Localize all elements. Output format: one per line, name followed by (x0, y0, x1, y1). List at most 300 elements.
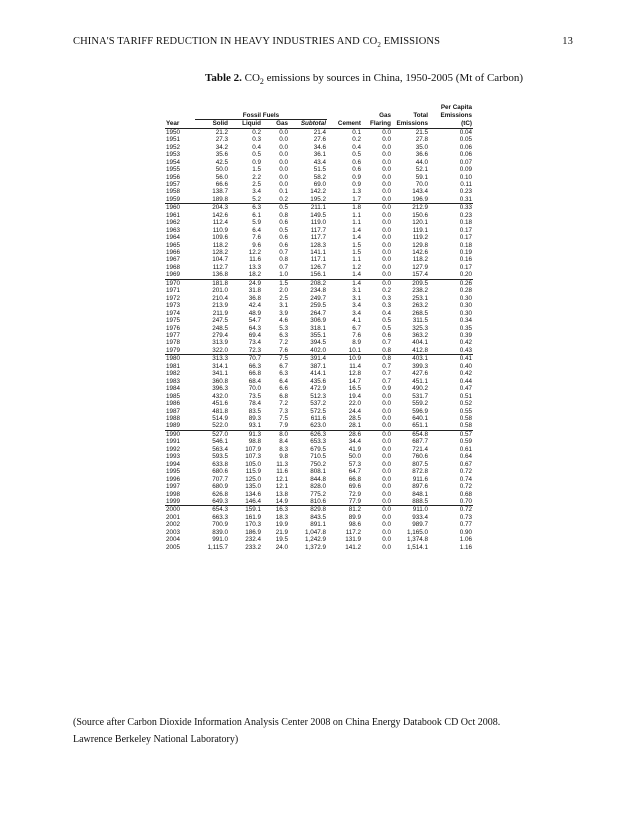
cell-year: 1993 (166, 453, 181, 461)
cell-flaring: 0.0 (382, 392, 391, 400)
cell-subtotal: 264.7 (310, 309, 326, 317)
table-row (165, 446, 473, 453)
cell-gas: 12.1 (275, 483, 288, 491)
cell-flaring: 0.9 (382, 385, 391, 393)
cell-subtotal: 1,242.9 (304, 536, 326, 544)
cell-gas: 1.5 (262, 279, 289, 287)
cell-subtotal: 318.1 (310, 324, 326, 332)
cell-total: 531.7 (412, 392, 428, 400)
cell-total: 427.6 (412, 370, 428, 378)
cell-total: 118.2 (412, 256, 428, 264)
table-row (165, 453, 473, 460)
table-row (165, 491, 473, 498)
cell-gas: 6.4 (279, 377, 288, 385)
table-label: Table 2. (205, 72, 242, 84)
cell-flaring: 0.0 (382, 543, 391, 551)
cell-per-capita: 0.64 (459, 453, 472, 461)
cell-liquid: 170.3 (245, 521, 261, 529)
cell-cement: 34.4 (348, 438, 361, 446)
cell-per-capita: 0.72 (429, 506, 473, 514)
cell-per-capita: 0.42 (459, 339, 472, 347)
cell-year: 2005 (166, 543, 181, 551)
cell-cement: 10.9 (327, 355, 362, 363)
cell-gas: 0.0 (279, 143, 288, 151)
cell-year: 1956 (166, 173, 181, 181)
cell-subtotal: 414.1 (310, 370, 326, 378)
cell-gas: 12.1 (275, 475, 288, 483)
cell-year: 1967 (166, 256, 181, 264)
cell-per-capita: 0.51 (459, 392, 472, 400)
cell-per-capita: 0.30 (459, 294, 472, 302)
cell-solid: 211.9 (212, 309, 228, 317)
cell-cement: 12.8 (348, 370, 361, 378)
cell-flaring: 0.0 (382, 528, 391, 536)
cell-subtotal: 810.6 (310, 497, 326, 505)
cell-flaring: 0.0 (382, 234, 391, 242)
cell-per-capita: 0.04 (459, 128, 472, 136)
table-row (165, 234, 473, 241)
cell-year: 1962 (166, 219, 181, 227)
cell-gas: 0.6 (279, 219, 288, 227)
table-row (165, 483, 473, 490)
header-total: Total (413, 111, 428, 119)
cell-year: 1980 (165, 355, 195, 363)
cell-subtotal: 142.2 (310, 188, 326, 196)
cell-cement: 24.4 (348, 407, 361, 415)
running-title-end: EMISSIONS (380, 36, 441, 47)
table-row (165, 370, 473, 377)
cell-solid: 138.7 (212, 188, 228, 196)
cell-solid: 341.1 (212, 370, 228, 378)
cell-total: 640.1 (412, 415, 428, 422)
cell-year: 1959 (166, 195, 181, 203)
cell-cement: 1.4 (352, 226, 361, 234)
cell-year: 1986 (166, 400, 181, 408)
table-row (165, 355, 473, 363)
cell-per-capita: 0.61 (459, 445, 472, 453)
cell-subtotal: 828.0 (310, 483, 326, 491)
cell-per-capita: 0.70 (459, 497, 472, 505)
cell-flaring: 0.0 (362, 204, 392, 212)
cell-gas: 7.3 (279, 407, 288, 415)
cell-total: 596.9 (412, 407, 428, 415)
cell-subtotal: 149.5 (310, 211, 326, 219)
cell-total: 157.4 (412, 271, 428, 279)
cell-cement: 1.1 (352, 219, 361, 227)
cell-total: 989.7 (412, 521, 428, 529)
cell-liquid: 31.8 (248, 287, 261, 295)
cell-liquid: 18.2 (248, 271, 261, 279)
cell-solid: 104.7 (212, 256, 228, 264)
cell-gas: 0.0 (279, 136, 288, 144)
cell-liquid: 161.9 (245, 513, 261, 521)
cell-subtotal: 234.8 (310, 287, 326, 295)
cell-cement: 0.4 (352, 143, 361, 151)
cell-solid: 514.9 (212, 415, 228, 422)
cell-year: 1951 (166, 136, 181, 144)
cell-year: 2002 (166, 521, 181, 529)
cell-gas: 18.3 (275, 513, 288, 521)
cell-per-capita: 0.06 (459, 143, 472, 151)
cell-gas: 5.3 (279, 324, 288, 332)
cell-year: 1953 (166, 151, 181, 159)
cell-gas: 9.8 (279, 453, 288, 461)
cell-solid: 204.3 (195, 204, 229, 212)
cell-per-capita: 0.58 (459, 415, 472, 422)
cell-flaring: 0.0 (382, 256, 391, 264)
cell-total: 44.0 (415, 158, 428, 166)
cell-year: 1966 (166, 249, 181, 257)
cell-cement: 66.8 (348, 475, 361, 483)
cell-subtotal: 117.1 (310, 256, 326, 264)
cell-solid: 432.0 (212, 392, 228, 400)
cell-subtotal: 829.8 (289, 506, 327, 514)
table-row (165, 188, 473, 195)
cell-year: 2000 (165, 506, 195, 514)
cell-solid: 112.4 (212, 219, 228, 227)
cell-solid: 210.4 (212, 294, 228, 302)
cell-subtotal: 69.0 (313, 180, 326, 188)
cell-year: 2003 (166, 528, 181, 536)
table-row (165, 219, 473, 226)
cell-liquid: 125.0 (245, 475, 261, 483)
cell-gas: 2.5 (279, 294, 288, 302)
cell-liquid: 93.1 (248, 422, 261, 430)
cell-total: 70.0 (415, 180, 428, 188)
cell-year: 1950 (166, 128, 181, 136)
cell-gas: 8.0 (262, 430, 289, 438)
table-row (165, 136, 473, 143)
cell-total: 1,165.0 (406, 528, 428, 536)
cell-flaring: 0.0 (362, 279, 392, 287)
cell-total: 687.7 (412, 438, 428, 446)
table-caption (205, 72, 605, 86)
cell-flaring: 0.6 (382, 332, 391, 340)
cell-year: 1972 (166, 294, 181, 302)
table-row (165, 385, 473, 392)
cell-gas: 7.9 (279, 422, 288, 430)
table-row (165, 159, 473, 166)
cell-flaring: 0.0 (382, 151, 391, 159)
cell-liquid: 66.3 (248, 362, 261, 370)
cell-per-capita: 0.18 (459, 219, 472, 227)
cell-liquid: 2.2 (252, 173, 261, 181)
cell-solid: 527.0 (195, 430, 229, 438)
cell-year: 1955 (166, 166, 181, 174)
table-row (165, 279, 473, 287)
cell-per-capita: 0.23 (459, 211, 472, 219)
cell-cement: 50.0 (348, 453, 361, 461)
cell-cement: 1.4 (352, 234, 361, 242)
cell-liquid: 89.3 (248, 415, 261, 422)
cell-per-capita: 0.18 (459, 241, 472, 249)
cell-liquid: 48.9 (248, 309, 261, 317)
cell-liquid: 42.4 (248, 302, 261, 310)
cell-cement: 8.9 (352, 339, 361, 347)
cell-subtotal: 126.7 (310, 263, 326, 271)
cell-per-capita: 0.16 (459, 256, 472, 264)
cell-gas: 6.3 (279, 370, 288, 378)
cell-flaring: 0.4 (382, 309, 391, 317)
cell-total: 807.5 (412, 460, 428, 468)
cell-solid: 313.9 (212, 339, 228, 347)
cell-subtotal: 21.4 (313, 128, 326, 136)
cell-solid: 593.5 (212, 453, 228, 461)
cell-gas: 0.0 (279, 180, 288, 188)
cell-liquid: 78.4 (248, 400, 261, 408)
column-header-total: Emissions (396, 119, 428, 127)
cell-liquid: 13.3 (248, 263, 261, 271)
table-row (165, 536, 473, 543)
cell-flaring: 0.8 (362, 355, 392, 363)
cell-solid: 213.9 (212, 302, 228, 310)
cell-flaring: 0.0 (382, 166, 391, 174)
cell-cement: 1.7 (352, 195, 361, 203)
cell-per-capita: 0.39 (459, 332, 472, 340)
cell-per-capita: 0.59 (459, 438, 472, 446)
cell-solid: 201.0 (212, 287, 228, 295)
cell-flaring: 0.0 (382, 490, 391, 498)
cell-solid: 322.0 (212, 346, 228, 354)
cell-year: 1989 (166, 422, 181, 430)
table-row (165, 514, 473, 521)
header-gas-flaring-top: Gas (379, 111, 391, 119)
cell-gas: 7.6 (279, 346, 288, 354)
cell-liquid: 98.8 (248, 438, 261, 446)
cell-subtotal: 402.0 (310, 346, 326, 354)
cell-flaring: 0.0 (382, 415, 391, 422)
table-row (165, 264, 473, 271)
cell-cement: 0.2 (352, 136, 361, 144)
cell-flaring: 0.0 (382, 438, 391, 446)
cell-gas: 0.0 (279, 166, 288, 174)
cell-total: 1,514.1 (406, 543, 428, 551)
cell-gas: 0.7 (279, 263, 288, 271)
cell-gas: 11.6 (276, 468, 288, 476)
cell-year: 1976 (166, 324, 181, 332)
table-row (165, 415, 473, 422)
table-row (165, 295, 473, 302)
cell-gas: 7.5 (262, 355, 289, 363)
cell-gas: 6.7 (279, 362, 288, 370)
cell-year: 1974 (166, 309, 181, 317)
cell-total: 27.8 (415, 136, 428, 144)
cell-flaring: 0.0 (382, 453, 391, 461)
cell-year: 1964 (166, 234, 181, 242)
cell-subtotal: 653.3 (310, 438, 326, 446)
cell-total: 36.6 (415, 151, 428, 159)
cell-total: 911.6 (412, 475, 428, 483)
cell-gas: 7.2 (279, 339, 288, 347)
cell-gas: 19.5 (275, 536, 288, 544)
cell-flaring: 0.0 (382, 400, 391, 408)
cell-subtotal: 435.6 (310, 377, 326, 385)
cell-total: 721.4 (412, 445, 428, 453)
cell-per-capita: 0.26 (429, 279, 473, 287)
cell-total: 212.9 (392, 204, 429, 212)
cell-flaring: 0.0 (382, 445, 391, 453)
cell-liquid: 159.1 (229, 506, 262, 514)
cell-year: 1961 (166, 211, 181, 219)
cell-gas: 16.3 (262, 506, 289, 514)
table-row (165, 461, 473, 468)
cell-cement: 131.9 (345, 536, 361, 544)
cell-subtotal: 117.7 (310, 234, 326, 242)
cell-cement: 69.6 (348, 483, 361, 491)
cell-subtotal: 27.6 (313, 136, 326, 144)
cell-per-capita: 0.20 (459, 271, 472, 279)
cell-liquid: 0.5 (252, 151, 261, 159)
cell-flaring: 0.0 (382, 241, 391, 249)
table-row (165, 166, 473, 173)
cell-total: 897.6 (412, 483, 428, 491)
cell-cement: 22.0 (348, 400, 361, 408)
cell-flaring: 0.0 (382, 188, 391, 196)
cell-cement: 0.9 (352, 180, 361, 188)
cell-gas: 0.8 (279, 256, 288, 264)
cell-cement: 72.9 (348, 490, 361, 498)
cell-total: 59.1 (415, 173, 428, 181)
table-row (165, 347, 473, 355)
cell-solid: 481.8 (212, 407, 228, 415)
cell-year: 1983 (166, 377, 181, 385)
cell-flaring: 0.3 (382, 294, 391, 302)
cell-gas: 0.7 (279, 249, 288, 257)
cell-total: 888.5 (412, 497, 428, 505)
cell-cement: 1.4 (352, 271, 361, 279)
cell-subtotal: 156.1 (310, 271, 326, 279)
cell-total: 209.5 (392, 279, 429, 287)
cell-cement: 81.2 (327, 506, 362, 514)
cell-solid: 663.3 (212, 513, 228, 521)
cell-cement: 28.5 (348, 415, 361, 422)
cell-liquid: 0.2 (252, 128, 261, 136)
cell-total: 142.6 (412, 249, 428, 257)
cell-cement: 3.4 (352, 309, 361, 317)
cell-flaring: 0.0 (382, 195, 391, 203)
cell-liquid: 11.6 (249, 256, 261, 264)
cell-solid: 707.7 (212, 475, 228, 483)
cell-gas: 0.0 (279, 173, 288, 181)
cell-cement: 4.1 (352, 317, 361, 325)
cell-cement: 0.9 (352, 173, 361, 181)
cell-total: 559.2 (412, 400, 428, 408)
cell-liquid: 233.2 (245, 543, 261, 551)
table-row (165, 339, 473, 346)
cell-year: 1977 (166, 332, 181, 340)
cell-solid: 66.6 (215, 180, 228, 188)
cell-year: 1954 (166, 158, 181, 166)
cell-liquid: 5.9 (252, 219, 261, 227)
cell-per-capita: 0.43 (459, 346, 472, 354)
cell-solid: 563.4 (212, 445, 228, 453)
column-header-liquid: Liquid (242, 120, 261, 128)
cell-total: 150.6 (412, 211, 428, 219)
cell-subtotal: 679.5 (310, 445, 326, 453)
cell-gas: 8.4 (279, 438, 288, 446)
running-title: CHINA'S TARIFF REDUCTION IN HEAVY INDUSTRIES AND CO (73, 36, 378, 47)
cell-flaring: 0.0 (382, 475, 391, 483)
cell-liquid: 115.9 (245, 468, 261, 476)
cell-subtotal: 119.0 (310, 219, 326, 227)
cell-cement: 0.6 (352, 158, 361, 166)
cell-cement: 1.3 (352, 188, 361, 196)
cell-total: 1,374.8 (406, 536, 428, 544)
column-header-row (165, 120, 473, 129)
cell-year: 1999 (166, 497, 181, 505)
source-note-line-2: Lawrence Berkeley National Laboratory) (73, 734, 239, 745)
cell-solid: 21.2 (215, 128, 228, 136)
cell-total: 651.1 (412, 422, 428, 430)
cell-per-capita: 0.67 (459, 460, 472, 468)
cell-liquid: 36.8 (248, 294, 261, 302)
table-row (165, 332, 473, 339)
cell-total: 35.0 (415, 143, 428, 151)
cell-cement: 0.5 (352, 151, 361, 159)
caption-text-post: emissions by sources in China, 1950-2005 (Mt of Carbon) (263, 72, 524, 84)
cell-flaring: 0.0 (382, 173, 391, 181)
cell-liquid: 135.0 (245, 483, 261, 491)
cell-solid: 34.2 (215, 143, 228, 151)
cell-cement: 1.1 (352, 211, 361, 219)
table-row (165, 430, 473, 438)
cell-gas: 2.0 (279, 287, 288, 295)
cell-per-capita: 0.74 (459, 475, 472, 483)
table-row (165, 438, 473, 445)
cell-per-capita: 0.09 (459, 166, 472, 174)
cell-subtotal: 537.2 (310, 400, 326, 408)
cell-subtotal: 775.2 (310, 490, 326, 498)
cell-liquid: 3.4 (252, 188, 261, 196)
cell-solid: 50.0 (215, 166, 228, 174)
cell-year: 1973 (166, 302, 181, 310)
cell-gas: 0.0 (279, 151, 288, 159)
cell-cement: 11.4 (349, 362, 361, 370)
cell-gas: 14.9 (275, 497, 288, 505)
cell-solid: 189.8 (212, 195, 228, 203)
cell-liquid: 105.0 (245, 460, 261, 468)
cell-subtotal: 623.0 (310, 422, 326, 430)
table-row (165, 212, 473, 219)
table-row (165, 144, 473, 151)
cell-liquid: 66.8 (248, 370, 261, 378)
cell-solid: 279.4 (212, 332, 228, 340)
cell-subtotal: 891.1 (310, 521, 326, 529)
cell-total: 412.8 (412, 346, 428, 354)
cell-flaring: 0.7 (382, 339, 391, 347)
cell-year: 1968 (166, 263, 181, 271)
cell-total: 325.3 (412, 324, 428, 332)
cell-year: 1987 (166, 407, 181, 415)
cell-solid: 27.3 (215, 136, 228, 144)
cell-year: 1957 (166, 180, 181, 188)
source-note (73, 714, 573, 748)
cell-cement: 28.6 (327, 430, 362, 438)
cell-per-capita: 0.34 (459, 317, 472, 325)
cell-gas: 0.6 (279, 234, 288, 242)
table-row (165, 271, 473, 279)
cell-gas: 6.3 (279, 332, 288, 340)
cell-cement: 1.2 (352, 263, 361, 271)
cell-cement: 89.9 (348, 513, 361, 521)
cell-total: 848.1 (412, 490, 428, 498)
cell-liquid: 6.1 (252, 211, 261, 219)
cell-liquid: 73.5 (248, 392, 261, 400)
cell-solid: 839.0 (212, 528, 228, 536)
cell-cement: 3.1 (352, 294, 361, 302)
cell-solid: 118.2 (212, 241, 228, 249)
cell-subtotal: 808.1 (310, 468, 326, 476)
